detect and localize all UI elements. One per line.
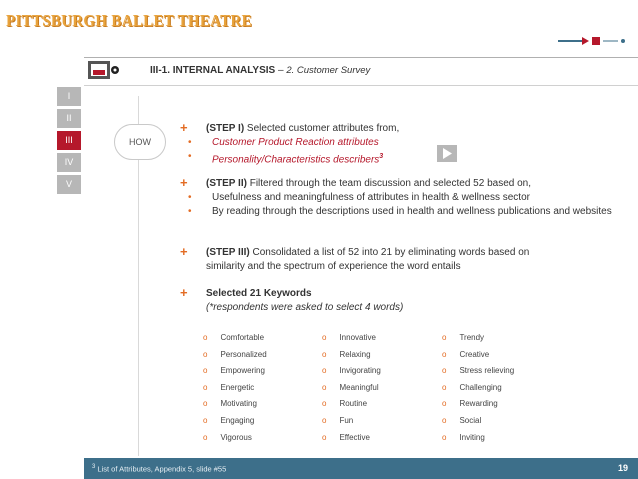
circle-bullet-icon: o <box>442 382 447 392</box>
keyword-label: Motivating <box>220 399 257 409</box>
keyword-item <box>203 433 252 442</box>
step-3-text: Consolidated a list of 52 into 21 by eliminating words based on similarity and the spectrum of experience the word entails <box>206 247 530 272</box>
circle-bullet-icon: o <box>442 333 447 342</box>
keyword-item <box>442 433 485 442</box>
step-2-text: Filtered through the team discussion and selected 52 based on, <box>246 178 532 189</box>
keyword-label: Vigorous <box>220 432 252 442</box>
step-1-label: (STEP I) <box>206 123 245 134</box>
footnote: $^3$ List of Attributes, Appendix 5, slide #55 <box>92 464 227 474</box>
step-4 <box>180 287 620 315</box>
header-divider <box>84 85 638 86</box>
circle-bullet-icon: o <box>203 366 208 376</box>
title-separator: – <box>275 65 287 76</box>
step-3 <box>180 246 570 274</box>
circle-bullet-icon: o <box>442 399 447 409</box>
keyword-label: Fun <box>339 416 354 425</box>
keyword-label: Stress relieving <box>459 366 515 376</box>
step-2-bullet: • By reading through the descriptions used in health and wellness publications and websites <box>188 206 612 217</box>
keyword-item <box>442 416 481 425</box>
circle-bullet-icon: o <box>322 399 327 409</box>
page-title <box>150 65 370 76</box>
keyword-item <box>322 333 376 342</box>
header-top-rule <box>84 57 638 58</box>
step-3-label: (STEP III) <box>206 247 250 258</box>
circle-bullet-icon: o <box>322 432 327 442</box>
keyword-item <box>442 366 514 375</box>
keyword-item <box>442 383 502 392</box>
circle-bullet-icon: o <box>322 416 327 425</box>
circle-bullet-icon: o <box>203 382 208 392</box>
circle-bullet-icon: o <box>203 349 208 359</box>
step-1-bullet: • Customer Product Reaction attributes <box>188 137 379 148</box>
keyword-item <box>322 416 353 425</box>
keyword-item <box>322 383 379 392</box>
tab-iv[interactable]: IV <box>57 153 81 172</box>
keyword-label: Inviting <box>459 432 485 442</box>
circle-bullet-icon: o <box>442 366 447 376</box>
step-1 <box>180 122 620 167</box>
keyword-item <box>203 416 254 425</box>
tab-v[interactable]: V <box>57 175 81 194</box>
how-label: HOW <box>114 124 166 160</box>
step-2-label: (STEP II) <box>206 178 247 189</box>
keyword-label: Empowering <box>220 366 265 376</box>
plus-icon: + <box>180 285 188 300</box>
play-button[interactable] <box>437 145 457 162</box>
keyword-item <box>322 399 367 408</box>
nav-arrows-icon[interactable] <box>558 36 628 46</box>
keyword-label: Trendy <box>459 333 485 342</box>
plus-icon: + <box>180 120 188 135</box>
circle-bullet-icon: o <box>203 333 208 342</box>
keyword-item <box>322 433 370 442</box>
step-4-note: (*respondents were asked to select 4 words) <box>206 302 404 313</box>
keyword-label: Relaxing <box>339 349 371 359</box>
keyword-item <box>203 333 264 342</box>
keyword-item <box>442 399 498 408</box>
plus-icon: + <box>180 175 188 190</box>
keyword-item <box>203 383 254 392</box>
circle-bullet-icon: o <box>322 366 327 376</box>
keyword-item <box>442 350 489 359</box>
keyword-label: Innovative <box>339 333 376 342</box>
keyword-label: Rewarding <box>459 399 498 409</box>
title-sub: 2. Customer Survey <box>286 65 371 76</box>
circle-bullet-icon: o <box>203 399 208 409</box>
keyword-label: Effective <box>339 432 370 442</box>
keyword-label: Social <box>459 416 482 425</box>
keyword-label: Invigorating <box>339 366 381 376</box>
brand-logo: PITTSBURGH BALLET THEATRE <box>6 12 252 31</box>
plus-icon: + <box>180 244 188 259</box>
keyword-label: Engaging <box>220 416 255 425</box>
page-number: 19 <box>617 463 628 473</box>
keyword-label: Routine <box>339 399 368 409</box>
circle-bullet-icon: o <box>203 432 208 442</box>
circle-bullet-icon: o <box>322 333 327 342</box>
section-icon <box>88 61 122 79</box>
keyword-item <box>442 333 484 342</box>
keyword-item <box>203 366 265 375</box>
step-2-bullet: • Usefulness and meaningfulness of attributes in health & wellness sector <box>188 192 530 203</box>
keyword-item <box>203 399 257 408</box>
tab-i[interactable]: I <box>57 87 81 106</box>
step-1-text: Selected customer attributes from, <box>244 123 400 134</box>
keyword-item <box>322 366 381 375</box>
title-main: III-1. INTERNAL ANALYSIS <box>150 65 276 76</box>
circle-bullet-icon: o <box>442 432 447 442</box>
keyword-label: Comfortable <box>220 333 265 342</box>
keyword-label: Personalized <box>220 349 267 359</box>
circle-bullet-icon: o <box>203 416 208 425</box>
keyword-label: Challenging <box>459 382 502 392</box>
circle-bullet-icon: o <box>442 349 447 359</box>
circle-bullet-icon: o <box>322 382 327 392</box>
tab-iii[interactable]: III <box>57 131 81 150</box>
keyword-label: Meaningful <box>339 382 379 392</box>
tab-ii[interactable]: II <box>57 109 81 128</box>
step-1-bullet: • Personality/Characteristics describers$^3$ <box>188 151 384 166</box>
keyword-item <box>322 350 371 359</box>
circle-bullet-icon: o <box>442 416 447 425</box>
step-2 <box>180 177 620 219</box>
keyword-item <box>203 350 267 359</box>
circle-bullet-icon: o <box>322 349 327 359</box>
keyword-label: Creative <box>459 349 490 359</box>
keyword-label: Energetic <box>220 382 255 392</box>
step-4-label: Selected 21 Keywords <box>206 288 312 299</box>
